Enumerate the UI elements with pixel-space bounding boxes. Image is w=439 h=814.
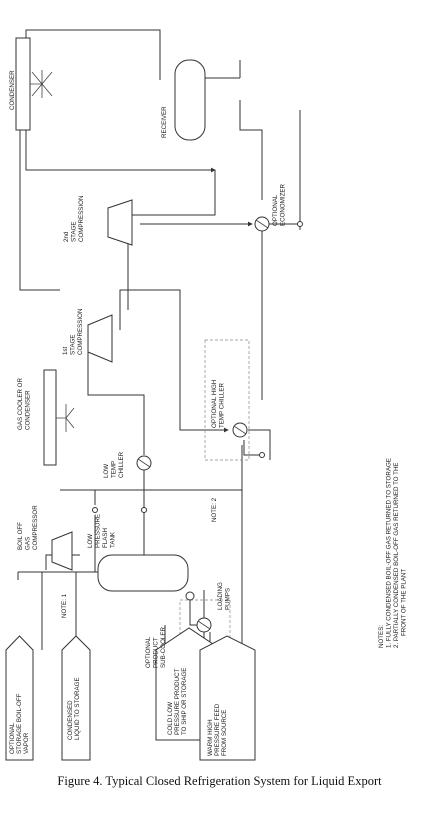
- label-first-stage: 1st STAGE COMPRESSION: [62, 308, 84, 355]
- loading-pump: [186, 592, 194, 600]
- label-sub-cooler: OPTIONAL PRODUCT SUB-COOLER: [145, 627, 167, 668]
- figure-caption: Figure 4. Typical Closed Refrigeration System for Liquid Export: [57, 774, 382, 788]
- label-note2: NOTE: 2: [211, 497, 218, 522]
- label-warm-feed: WARM HIGH PRESSURE FEED FROM SOURCE: [207, 703, 228, 756]
- label-bog-compressor: BOIL OFF GAS COMPRESSOR: [17, 505, 39, 550]
- label-gas-cooler: GAS COOLER OR CONDENSER: [17, 378, 32, 430]
- label-economizer: OPTIONAL ECONOMIZER: [272, 184, 287, 226]
- label-loading-pumps: LOADING PUMPS: [217, 582, 232, 610]
- label-second-stage: 2nd STAGE COMPRESSION: [63, 195, 85, 242]
- label-condensed-liquid: CONDENSED LIQUID TO STORAGE: [67, 677, 81, 740]
- label-condenser-top: CONDENSER: [9, 70, 16, 110]
- flash-tank: [98, 555, 188, 591]
- label-receiver: RECEIVER: [161, 106, 168, 138]
- receiver-vessel: [175, 60, 205, 140]
- bog-compressor: [52, 532, 72, 570]
- condenser-top: [16, 38, 30, 130]
- label-flash-tank: LOW PRESSURE FLASH TANK: [87, 513, 117, 548]
- second-stage-compressor: [108, 200, 132, 245]
- label-note1: NOTE: 1: [61, 593, 68, 618]
- first-stage-compressor: [88, 315, 112, 362]
- label-storage-vapor: OPTIONAL STORAGE BOIL-OFF VAPOR: [9, 693, 30, 754]
- notes-block: NOTES: 1. FULLY CONDENSED BOIL-OFF GAS RETURNED TO STORAGE 2. PARTIALLY CONDENSED BOIL-OFF GAS RETURNED TO THE FRONT OF THE PLANT: [378, 458, 408, 648]
- label-high-temp-chiller: OPTIONAL HIGH TEMP CHILLER: [211, 379, 226, 428]
- equipment: [16, 38, 303, 645]
- label-low-temp-chiller: LOW TEMP CHILLER: [103, 451, 125, 478]
- label-cold-product: COLD LOW PRESSURE PRODUCT TO SHIP OR STORAGE: [167, 667, 188, 735]
- gas-cooler: [44, 370, 56, 465]
